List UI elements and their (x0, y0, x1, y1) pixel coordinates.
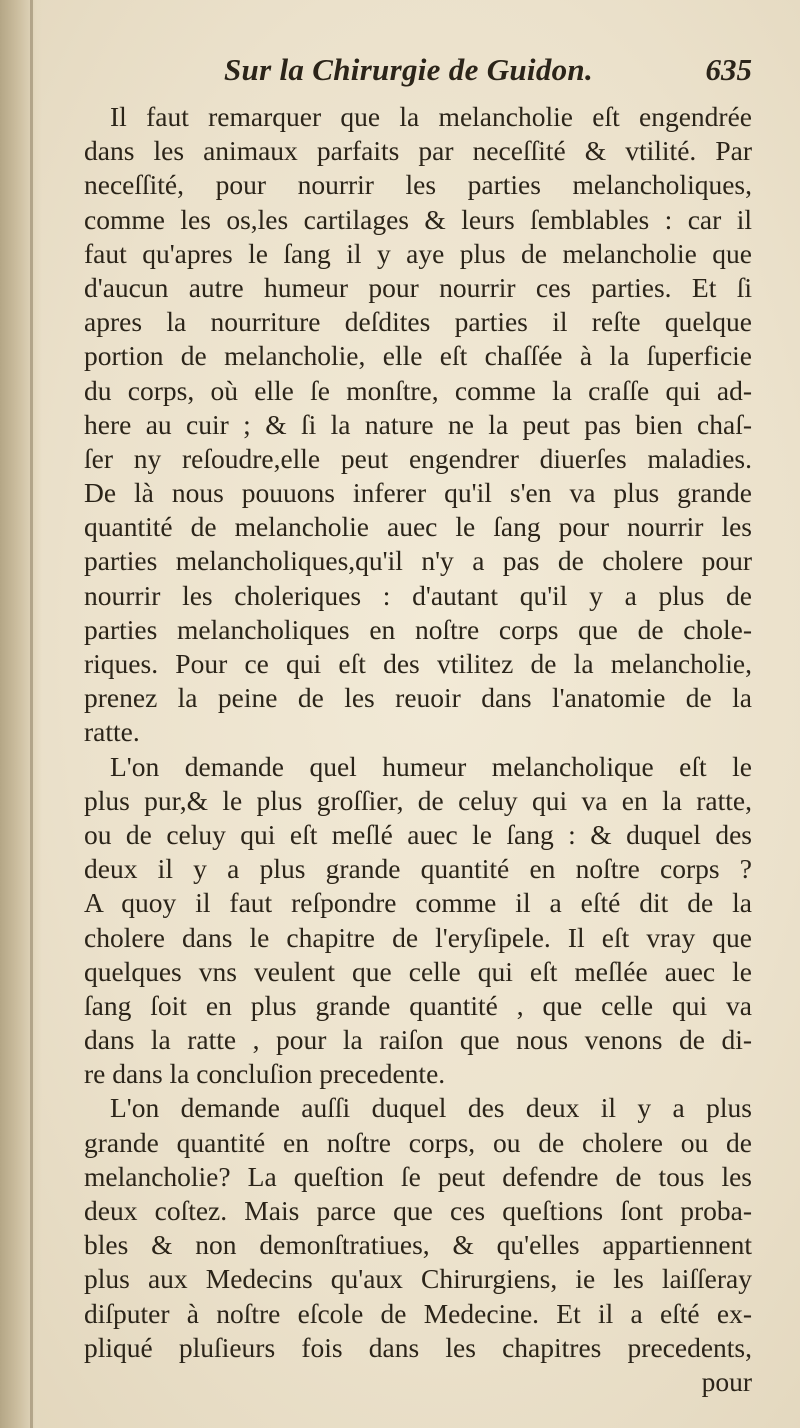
text-line: ratte. (84, 716, 140, 748)
text-line: riques. Pour ce qui eſt des vtilitez de la melancholie, (84, 648, 752, 679)
binding-edge (30, 0, 33, 1428)
running-head (84, 50, 752, 94)
text-line: comme les os,les cartilages & leurs ſemblables : car il (84, 203, 752, 235)
text-line: d'aucun autre humeur pour nourrir ces parties. Et ſi (84, 271, 752, 303)
text-line: ſang ſoit en plus grande quantité , que celle qui va (84, 989, 752, 1021)
text-line: dans la ratte , pour la raiſon que nous venons de di- (84, 1024, 752, 1056)
text-line: melancholie? La queſtion ſe peut defendre de tous les (84, 1160, 752, 1192)
text-line: parties melancholiques en noſtre corps que de chole- (84, 613, 752, 645)
text-line: L'on demande auſſi duquel des deux il y a plus (110, 1092, 752, 1124)
text-line: cholere dans le chapitre de l'eryſipele. Il eſt vray que (84, 921, 752, 953)
running-head-title: Sur la Chirurgie de Guidon. (224, 52, 594, 87)
text-line: quantité de melancholie auec le ſang pour nourrir les (84, 511, 752, 543)
text-line: re dans la concluſion precedente. (84, 1058, 446, 1090)
text-line: prenez la peine de les reuoir dans l'anatomie de la (84, 682, 752, 714)
text-line: De là nous pouuons inferer qu'il s'en va plus grande (84, 477, 752, 509)
text-line: deux il y a plus grande quantité en noſtre corps ? (84, 853, 752, 885)
text-line: Il faut remarquer que la melancholie eſt engendrée (110, 101, 752, 132)
text-line: deux coſtez. Mais parce que ces queſtions ſont proba- (84, 1195, 752, 1226)
paragraph-1 (84, 100, 752, 750)
text-line: A quoy il faut reſpondre comme il a eſté dit de la (84, 887, 752, 919)
text-line: plus pur,& le plus groſſier, de celuy qui va en la ratte, (84, 784, 752, 816)
catchword: pour (701, 1365, 752, 1397)
text-line: L'on demande quel humeur melancholique eſt le (110, 750, 752, 782)
text-block (84, 50, 752, 1399)
page-gutter (0, 0, 42, 1428)
text-line: grande quantité en noſtre corps, ou de cholere ou de (84, 1126, 752, 1158)
paragraph-2 (84, 750, 752, 1092)
text-line: faut qu'apres le ſang il y aye plus de melancholie que (84, 237, 752, 269)
text-line: ou de celuy qui eſt meſlé auec le ſang : & duquel des (84, 818, 752, 850)
text-line: ſer ny reſoudre,elle peut engendrer diuerſes maladies. (84, 442, 752, 474)
text-line: portion de melancholie, elle eſt chaſſée à la ſuperficie (84, 340, 752, 372)
paragraph-3 (84, 1091, 752, 1365)
text-line: bles & non demonſtratiues, & qu'elles appartiennent (84, 1229, 752, 1261)
text-line: diſputer à noſtre eſcole de Medecine. Et il a eſté ex- (84, 1297, 752, 1329)
text-line: plus aux Medecins qu'aux Chirurgiens, ie les laiſſeray (84, 1263, 752, 1295)
text-line: quelques vns veulent que celle qui eſt meſlée auec le (84, 955, 752, 987)
text-line: dans les animaux parfaits par neceſſité & vtilité. Par (84, 135, 752, 167)
text-line: du corps, où elle ſe monſtre, comme la craſſe qui ad- (84, 374, 752, 406)
page-number: 635 (705, 52, 752, 87)
text-line: parties melancholiques,qu'il n'y a pas de cholere pour (84, 545, 752, 577)
text-line: nourrir les choleriques : d'autant qu'il y a plus de (84, 579, 752, 611)
text-line: neceſſité, pour nourrir les parties melancholiques, (84, 169, 752, 201)
text-line: here au cuir ; & ſi la nature ne la peut pas bien chaſ- (84, 408, 752, 440)
text-line: pliqué pluſieurs fois dans les chapitres precedents, (84, 1331, 752, 1363)
text-line: apres la nourriture deſdites parties il reſte quelque (84, 306, 752, 338)
